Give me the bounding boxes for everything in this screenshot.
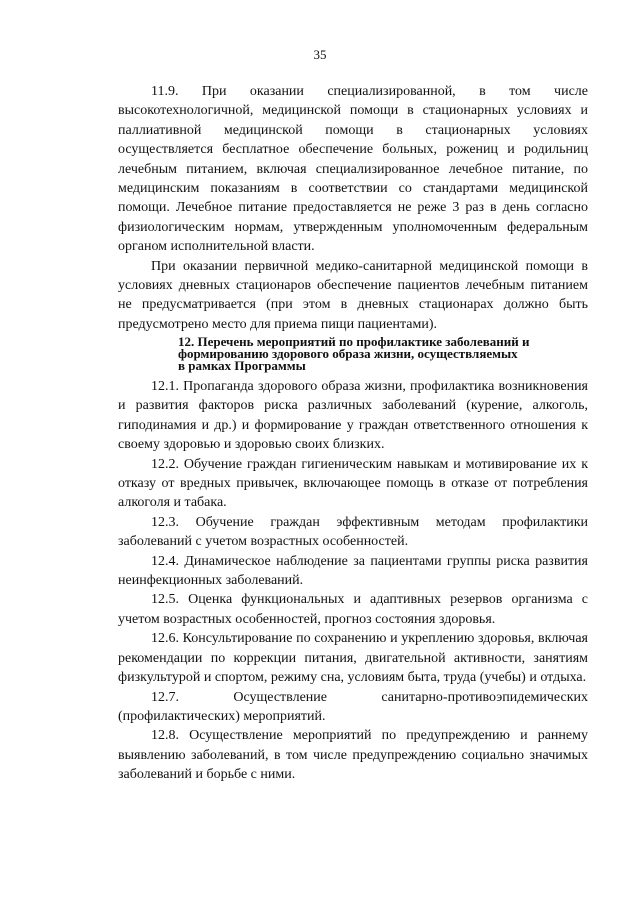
- heading-line: 12. Перечень мероприятий по профилактике заболеваний и: [178, 334, 530, 349]
- item-12-8: 12.8. Осуществление мероприятий по предупреждению и раннему выявлению заболеваний, в том числе предупреждению социально значимых заболеваний и борьбе с ними.: [118, 728, 588, 783]
- item-12-5: 12.5. Оценка функциональных и адаптивных резервов организма с учетом возрастных особенностей, прогноз состояния здоровья.: [118, 592, 588, 627]
- section-12-heading: [178, 336, 598, 372]
- item-12-4: 12.4. Динамическое наблюдение за пациентами группы риска развития неинфекционных заболеваний.: [118, 553, 588, 589]
- heading-line: в рамках Программы: [178, 358, 306, 373]
- item-12-3: 12.3. Обучение граждан эффективным методам профилактики заболеваний с учетом возрастных особенностей.: [118, 514, 588, 550]
- page-number: 35: [313, 47, 327, 62]
- heading-line: формированию здорового образа жизни, осуществляемых: [178, 346, 518, 361]
- item-12-7: 12.7. Осуществление санитарно-противоэпидемических (профилактических) мероприятий.: [118, 689, 588, 724]
- item-12-6: 12.6. Консультирование по сохранению и укреплению здоровья, включая рекомендации по коррекции питания, двигательной активности, занятиям физкультурой и спортом, режиму сна, условиям быта, труда (учебы) и отдыха.: [118, 631, 588, 686]
- paragraph-day-hospitals: При оказании первичной медико-санитарной медицинской помощи в условиях дневных стационаров обеспечение пациентов лечебным питанием не предусматривается (при этом в дневных стационарах должно быть предусмотрено место для приема пищи пациентами).: [118, 258, 588, 332]
- section-11-9: [118, 82, 588, 334]
- item-12-2: 12.2. Обучение граждан гигиеническим навыкам и мотивирование их к отказу от вредных привычек, включающее помощь в отказе от потребления алкоголя и табака.: [118, 456, 588, 511]
- paragraph-11-9: 11.9. При оказании специализированной, в том числе высокотехнологичной, медицинской помощи в стационарных условиях и паллиативной медицинской помощи в стационарных условиях осуществляется бесплатное обеспечение больных, рожениц и родильниц лечебным питанием, включая специализированное лечебное питание, по медицинским показаниям в соответствии со стандартами медицинской помощи. Лечебное питание предоставляется не реже 3 раз в день согласно физиологическим нормам, утвержденным уполномоченным федеральным органом исполнительной власти.: [118, 84, 588, 255]
- section-12-items: [118, 377, 588, 785]
- item-12-1: 12.1. Пропаганда здорового образа жизни, профилактика возникновения и развития факторов риска различных заболеваний (курение, алкоголь, гиподинамия и др.) и формирование у граждан ответственного отношения к своему здоровью и здоровью своих близких.: [118, 379, 588, 453]
